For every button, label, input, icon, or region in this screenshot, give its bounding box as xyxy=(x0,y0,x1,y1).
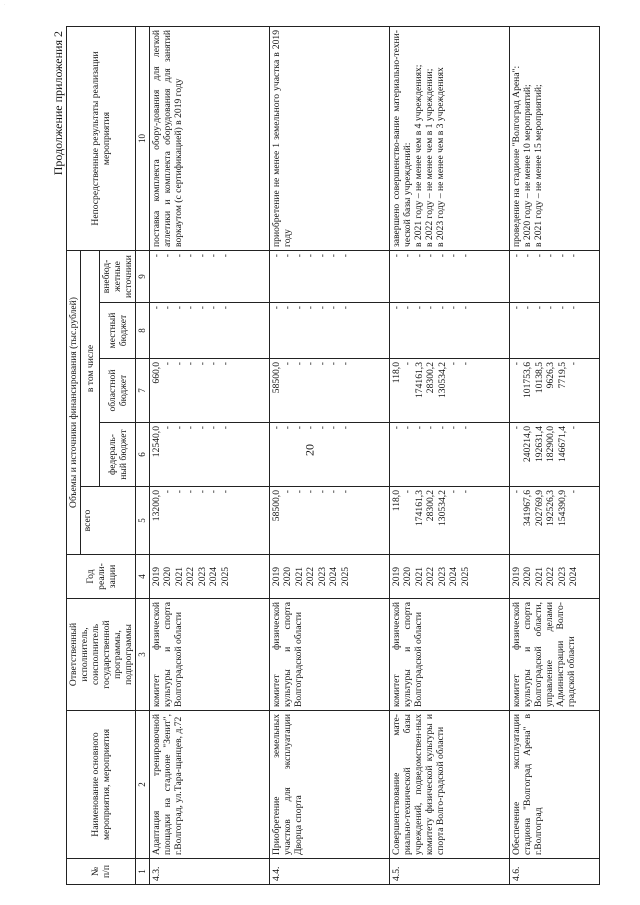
local-values-value: - xyxy=(436,306,448,310)
page-number: 20 xyxy=(302,444,317,456)
federal-values-value: - xyxy=(162,426,174,430)
local-values xyxy=(389,303,509,359)
result-line: поставка комплекта обору-дования для легкой атлетики и комплекта оборудования для занятий воркаутом (с сертификацией) в 2019 году xyxy=(150,29,184,247)
col-number-10: 10 xyxy=(136,26,149,250)
local-values-value: - xyxy=(402,306,414,310)
extra-values-value: - xyxy=(185,253,197,258)
total-values-value: - xyxy=(339,490,351,494)
total-values xyxy=(509,487,599,555)
extra-values-value: - xyxy=(510,253,522,258)
year-list-value: 2021 xyxy=(413,566,425,587)
results-text xyxy=(269,26,389,250)
header-funding: Объемы и источники финансирования (тыс.рублей) xyxy=(67,250,81,554)
measure-name: Приобретение земельных участков для эксплуатации Дворца спорта xyxy=(269,711,389,859)
result-line: в 2021 году – не менее 15 мероприятий; xyxy=(532,84,544,247)
year-list-value: 2023 xyxy=(436,566,448,587)
extra-values-value: - xyxy=(173,253,185,258)
year-list-value: 2025 xyxy=(219,566,231,587)
extra-values-value: - xyxy=(305,253,317,258)
total-values-value: 13200,0 xyxy=(150,490,162,522)
total-values-value: 154390,9 xyxy=(556,490,568,526)
total-values-value: 28300,2 xyxy=(425,490,437,522)
header-results: Непосредственные результаты реализации мероприятия xyxy=(67,26,136,250)
federal-values-value: - xyxy=(436,426,448,430)
header-including: в том числе xyxy=(81,250,100,486)
year-list-value: 2020 xyxy=(522,566,534,587)
year-list-value: 2025 xyxy=(459,566,471,587)
extra-values-value: - xyxy=(568,253,580,258)
federal-values-value: - xyxy=(305,426,317,430)
local-values-value: - xyxy=(522,306,534,310)
responsible-executor: комитет физической культуры и спорта Волгоградской области xyxy=(269,599,389,711)
extra-values-value: - xyxy=(402,253,414,258)
local-values-value: - xyxy=(390,306,402,310)
header-total: всего xyxy=(81,487,136,555)
col-number-1: 1 xyxy=(136,859,149,885)
total-values-value: 202769,9 xyxy=(533,490,545,526)
regional-values-value: - xyxy=(459,362,471,366)
federal-values-value: 192631,4 xyxy=(533,426,545,462)
extra-values-value: - xyxy=(328,253,340,258)
regional-values-value: 660,0 xyxy=(150,362,162,384)
regional-values-value: - xyxy=(293,362,305,366)
regional-values-value: - xyxy=(196,362,208,366)
measure-name: Адаптация тренировочной площадки на стадионе "Зенит", г.Волгоград, ул.Тара-щанцев, д.72 xyxy=(149,711,269,859)
col-number-3: 3 xyxy=(136,599,149,711)
total-values-value: - xyxy=(316,490,328,494)
extra-values-value: - xyxy=(425,253,437,258)
local-values-value: - xyxy=(568,306,580,310)
col-number-2: 2 xyxy=(136,711,149,859)
local-values xyxy=(149,303,269,359)
regional-values-value: - xyxy=(305,362,317,366)
scan-corner-mark: · xyxy=(4,2,6,7)
extra-values-value: - xyxy=(459,253,471,258)
row-number: 4.3. xyxy=(149,859,269,885)
header-extra: внебюд-жетные источники xyxy=(100,250,136,302)
total-values-value: 192526,3 xyxy=(545,490,557,526)
header-num: № п/п xyxy=(67,859,136,885)
extra-values-value: - xyxy=(196,253,208,258)
result-line: завершено совершенство-вание материально-техни-ческой базы учреждений: xyxy=(390,29,413,247)
federal-values-value: 146671,4 xyxy=(556,426,568,462)
regional-values-value: - xyxy=(282,362,294,366)
federal-values xyxy=(149,423,269,487)
year-list-value: 2021 xyxy=(293,566,305,587)
result-line: в 2020 году – не менее 10 мероприятий; xyxy=(521,84,533,247)
regional-values-value: 28300,2 xyxy=(425,362,437,394)
row-number: 4.5. xyxy=(389,859,509,885)
federal-values-value: - xyxy=(219,426,231,430)
regional-values-value: - xyxy=(339,362,351,366)
result-line: проведение на стадионе "Волгоград Арена": xyxy=(510,65,522,247)
local-values-value: - xyxy=(545,306,557,310)
local-values-value: - xyxy=(282,306,294,310)
row-number: 4.4. xyxy=(269,859,389,885)
total-values-value: - xyxy=(448,490,460,494)
total-values xyxy=(269,487,389,555)
year-list-value: 2020 xyxy=(402,566,414,587)
federal-values-value: - xyxy=(402,426,414,430)
row-number: 4.6. xyxy=(509,859,599,885)
total-values-value: - xyxy=(173,490,185,494)
table-row xyxy=(269,26,389,884)
year-list-value: 2023 xyxy=(556,566,568,587)
extra-values-value: - xyxy=(522,253,534,258)
total-values-value: - xyxy=(293,490,305,494)
regional-values-value: - xyxy=(173,362,185,366)
col-number-5: 5 xyxy=(136,487,149,555)
year-list-value: 2024 xyxy=(328,566,340,587)
regional-values-value: 58500,0 xyxy=(270,362,282,394)
results-text xyxy=(389,26,509,250)
federal-values-value: - xyxy=(196,426,208,430)
total-values-value: - xyxy=(162,490,174,494)
header-name: Наименование основного мероприятия, мероприятия xyxy=(67,711,136,859)
year-list-value: 2020 xyxy=(282,566,294,587)
local-values-value: - xyxy=(328,306,340,310)
responsible-executor: комитет физической культуры и спорта Волгоградской области, управление делами Администрации Волго-градской области xyxy=(509,599,599,711)
regional-values xyxy=(389,359,509,423)
total-values-value: - xyxy=(305,490,317,494)
year-list-value: 2025 xyxy=(339,566,351,587)
col-number-7: 7 xyxy=(136,359,149,423)
local-values-value: - xyxy=(219,306,231,310)
header-local: местный бюджет xyxy=(100,303,136,359)
federal-values-value: - xyxy=(339,426,351,430)
federal-values-value: - xyxy=(448,426,460,430)
regional-values-value: 130534,2 xyxy=(436,362,448,398)
year-list-value: 2023 xyxy=(196,566,208,587)
extra-values-value: - xyxy=(556,253,568,258)
regional-values-value: 174161,3 xyxy=(413,362,425,398)
col-number-9: 9 xyxy=(136,250,149,302)
total-values-value: 130534,2 xyxy=(436,490,448,526)
extra-values-value: - xyxy=(533,253,545,258)
total-values-value: 341967,6 xyxy=(522,490,534,526)
local-values-value: - xyxy=(208,306,220,310)
federal-values-value: - xyxy=(293,426,305,430)
regional-values-value: - xyxy=(208,362,220,366)
local-values-value: - xyxy=(425,306,437,310)
rotated-page-content xyxy=(50,25,590,885)
total-values-value: 174161,3 xyxy=(413,490,425,526)
federal-values xyxy=(269,423,389,487)
federal-values-value: 240214,0 xyxy=(522,426,534,462)
table-row xyxy=(509,26,599,884)
regional-values-value: 101753,6 xyxy=(522,362,534,398)
table-body xyxy=(149,26,599,884)
local-values-value: - xyxy=(510,306,522,310)
extra-values-value: - xyxy=(413,253,425,258)
federal-values-value: - xyxy=(316,426,328,430)
extra-values xyxy=(389,250,509,302)
total-values-value: - xyxy=(219,490,231,494)
year-list-value: 2024 xyxy=(448,566,460,587)
total-values-value: - xyxy=(510,490,522,494)
result-line: приобретение не менее 1 земельного участка в 2019 году xyxy=(270,29,293,247)
federal-values-value: - xyxy=(270,426,282,430)
total-values xyxy=(389,487,509,555)
regional-values-value: - xyxy=(448,362,460,366)
results-text xyxy=(149,26,269,250)
extra-values-value: - xyxy=(390,253,402,258)
year-list-value: 2024 xyxy=(208,566,220,587)
regional-values-value: 7719,5 xyxy=(556,362,568,389)
col-number-4: 4 xyxy=(136,555,149,599)
local-values-value: - xyxy=(339,306,351,310)
federal-values-value: - xyxy=(282,426,294,430)
responsible-executor: комитет физической культуры и спорта Волгоградской области xyxy=(389,599,509,711)
local-values-value: - xyxy=(305,306,317,310)
year-list-value: 2022 xyxy=(305,566,317,587)
total-values-value: - xyxy=(568,490,580,494)
federal-values-value: - xyxy=(510,426,522,430)
local-values-value: - xyxy=(162,306,174,310)
federal-values-value: - xyxy=(413,426,425,430)
year-list-value: 2022 xyxy=(185,566,197,587)
year-list-value: 2019 xyxy=(270,566,282,587)
year-list xyxy=(149,555,269,599)
measure-name: Совершенствование мате-риально-технической базы учреждений, подведомствен-ных комитету физической культуры и спорта Волго-градской области xyxy=(389,711,509,859)
federal-values-value: - xyxy=(390,426,402,430)
regional-values-value: - xyxy=(402,362,414,366)
regional-values-value: - xyxy=(185,362,197,366)
regional-values-value: - xyxy=(568,362,580,366)
table-row xyxy=(389,26,509,884)
year-list-value: 2022 xyxy=(425,566,437,587)
header-federal: федераль-ный бюджет xyxy=(100,423,136,487)
federal-values-value: - xyxy=(568,426,580,430)
local-values-value: - xyxy=(150,306,162,310)
federal-values xyxy=(509,423,599,487)
col-number-6: 6 xyxy=(136,423,149,487)
year-list-value: 2022 xyxy=(545,566,557,587)
year-list-value: 2021 xyxy=(533,566,545,587)
extra-values-value: - xyxy=(282,253,294,258)
total-values-value: 118,0 xyxy=(390,490,402,512)
header-year: Год реали-зации xyxy=(67,555,136,599)
regional-values xyxy=(509,359,599,423)
regional-values-value: 10138,5 xyxy=(533,362,545,394)
federal-values-value: 182900,0 xyxy=(545,426,557,462)
local-values-value: - xyxy=(293,306,305,310)
continuation-label: Продолжение приложения 2 xyxy=(51,31,65,176)
results-text xyxy=(509,26,599,250)
local-values xyxy=(269,303,389,359)
year-list-value: 2020 xyxy=(162,566,174,587)
year-list-value: 2019 xyxy=(510,566,522,587)
year-list-value: 2019 xyxy=(150,566,162,587)
federal-values-value: - xyxy=(459,426,471,430)
federal-values-value: - xyxy=(425,426,437,430)
federal-values-value: 12540,0 xyxy=(150,426,162,458)
responsible-executor: комитет физической культуры и спорта Волгоградской области xyxy=(149,599,269,711)
regional-values-value: - xyxy=(510,362,522,366)
local-values-value: - xyxy=(413,306,425,310)
extra-values-value: - xyxy=(162,253,174,258)
result-line: в 2023 году – не менее чем в 3 учреждениях xyxy=(434,67,446,247)
total-values-value: - xyxy=(328,490,340,494)
result-line: в 2022 году – не менее чем в 1 учреждении; xyxy=(423,68,435,247)
regional-values-value: - xyxy=(162,362,174,366)
header-responsible: Ответственный исполнитель, соисполнитель государственной программы, подпрограммы xyxy=(67,599,136,711)
extra-values xyxy=(149,250,269,302)
extra-values-value: - xyxy=(219,253,231,258)
program-table xyxy=(66,26,600,885)
measure-name: Обеспечение эксплуатации стадиона "Волгоград Арена" в г.Волгоград xyxy=(509,711,599,859)
year-list xyxy=(509,555,599,599)
local-values-value: - xyxy=(270,306,282,310)
extra-values-value: - xyxy=(293,253,305,258)
extra-values-value: - xyxy=(270,253,282,258)
local-values-value: - xyxy=(316,306,328,310)
year-list xyxy=(269,555,389,599)
total-values-value: - xyxy=(282,490,294,494)
local-values-value: - xyxy=(185,306,197,310)
extra-values-value: - xyxy=(339,253,351,258)
federal-values-value: - xyxy=(173,426,185,430)
header-regional: областной бюджет xyxy=(100,359,136,423)
federal-values-value: - xyxy=(328,426,340,430)
year-list-value: 2023 xyxy=(316,566,328,587)
local-values-value: - xyxy=(196,306,208,310)
year-list xyxy=(389,555,509,599)
regional-values-value: 118,0 xyxy=(390,362,402,384)
local-values-value: - xyxy=(556,306,568,310)
regional-values-value: - xyxy=(219,362,231,366)
year-list-value: 2021 xyxy=(173,566,185,587)
extra-values xyxy=(509,250,599,302)
regional-values xyxy=(269,359,389,423)
federal-values xyxy=(389,423,509,487)
year-list-value: 2024 xyxy=(568,566,580,587)
total-values-value: - xyxy=(402,490,414,494)
total-values-value: 58500,0 xyxy=(270,490,282,522)
local-values-value: - xyxy=(173,306,185,310)
federal-values-value: - xyxy=(185,426,197,430)
extra-values xyxy=(269,250,389,302)
total-values-value: - xyxy=(459,490,471,494)
col-number-8: 8 xyxy=(136,303,149,359)
federal-values-value: - xyxy=(208,426,220,430)
extra-values-value: - xyxy=(448,253,460,258)
result-line: в 2021 году – не менее чем в 4 учреждениях; xyxy=(412,64,424,247)
regional-values-value: - xyxy=(328,362,340,366)
total-values-value: - xyxy=(185,490,197,494)
year-list-value: 2019 xyxy=(390,566,402,587)
extra-values-value: - xyxy=(545,253,557,258)
extra-values-value: - xyxy=(436,253,448,258)
table-row xyxy=(149,26,269,884)
extra-values-value: - xyxy=(208,253,220,258)
extra-values-value: - xyxy=(150,253,162,258)
local-values xyxy=(509,303,599,359)
total-values-value: - xyxy=(208,490,220,494)
regional-values-value: 9626,3 xyxy=(545,362,557,389)
total-values-value: - xyxy=(196,490,208,494)
local-values-value: - xyxy=(448,306,460,310)
regional-values xyxy=(149,359,269,423)
regional-values-value: - xyxy=(316,362,328,366)
local-values-value: - xyxy=(533,306,545,310)
total-values xyxy=(149,487,269,555)
local-values-value: - xyxy=(459,306,471,310)
extra-values-value: - xyxy=(316,253,328,258)
